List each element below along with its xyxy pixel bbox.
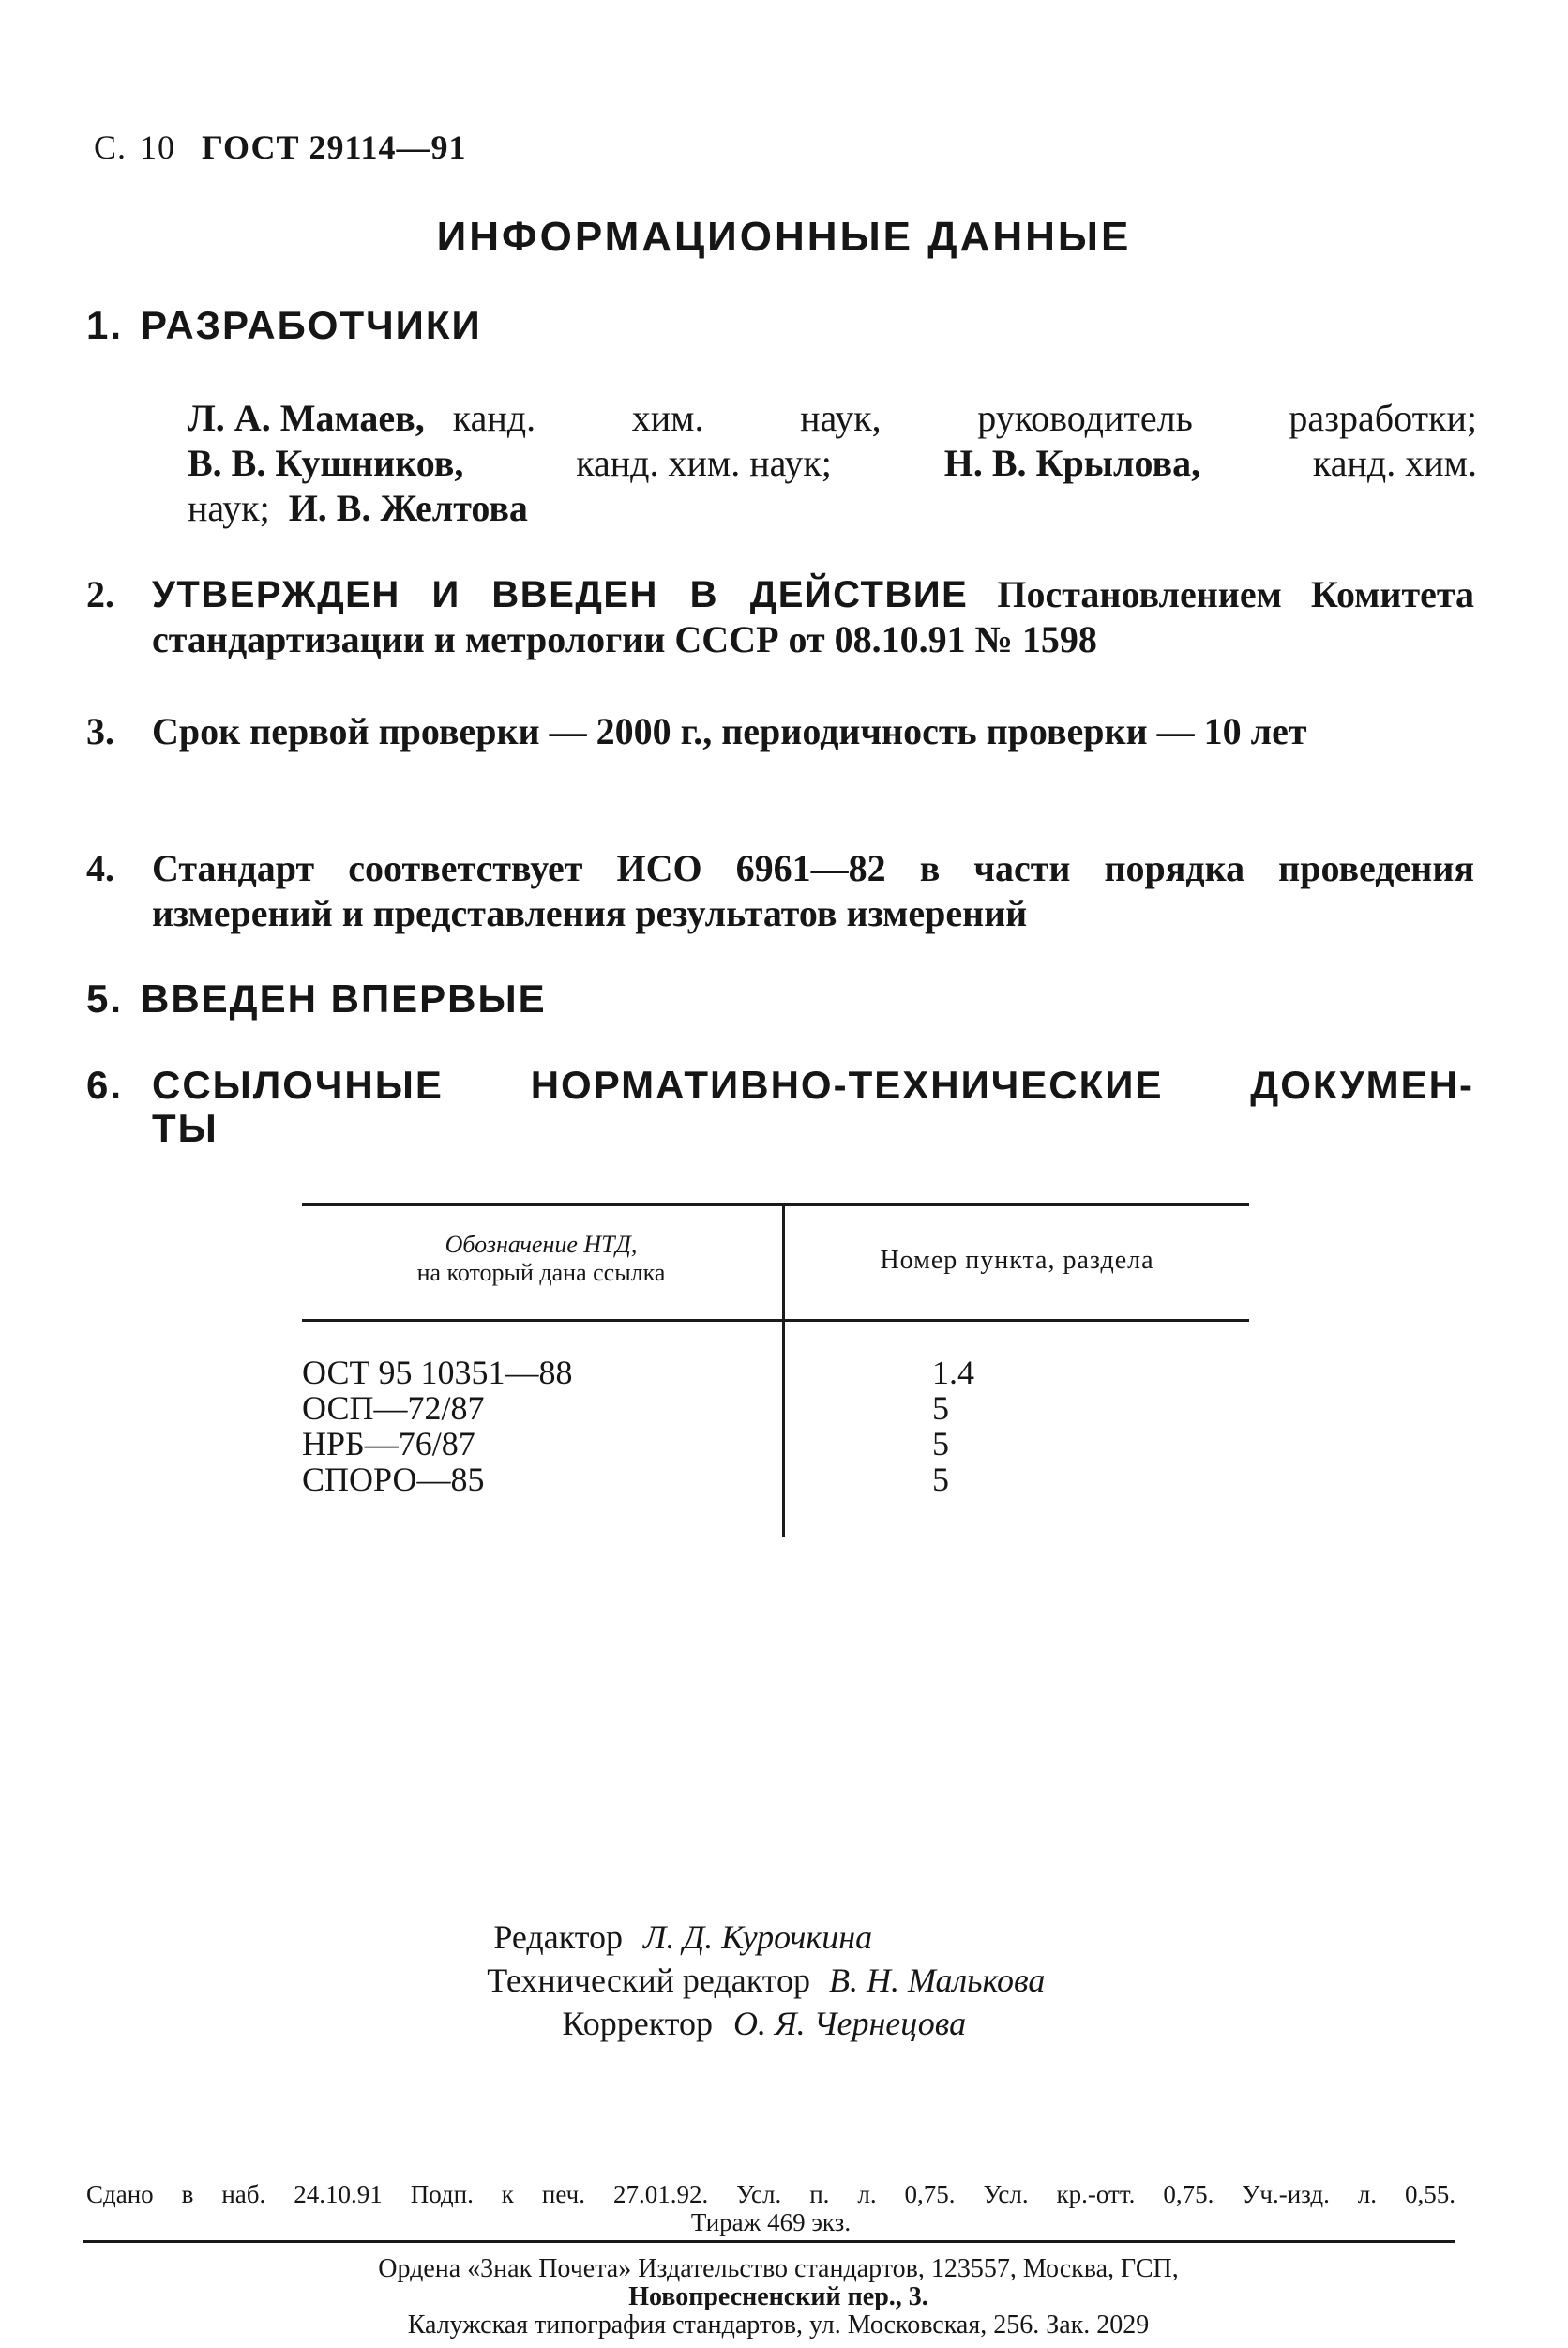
- credit-label: Редактор: [493, 1918, 623, 1956]
- section-iso-compliance: [86, 846, 1474, 936]
- print-imprint: [86, 2180, 1455, 2236]
- section-title: ВВЕДЕН ВПЕРВЫЕ: [141, 977, 547, 1021]
- credit-editor: [0, 1916, 1568, 1959]
- page-title: ИНФОРМАЦИОННЫЕ ДАННЫЕ: [436, 214, 1132, 260]
- developer-name: Н. В. Крылова,: [943, 442, 1201, 484]
- table-cell-item: 1.4: [932, 1354, 974, 1391]
- table-doc-column: [302, 1355, 572, 1497]
- credit-name: Л. Д. Курочкина: [643, 1918, 873, 1956]
- table-header-doc-line-1: Обозначение НТД,: [445, 1231, 638, 1258]
- publisher-line-2: Новопресненский пер., 3.: [628, 2282, 928, 2311]
- page-prefix: С.: [94, 129, 128, 166]
- section-text: Постановлением Комитета стандартизации и метрологии СССР от 08.10.91 № 1598: [152, 573, 1475, 660]
- credit-name: О. Я. Чернецова: [733, 2005, 967, 2042]
- developer-degree: наук;: [188, 487, 270, 529]
- developers-line-3: [188, 486, 1477, 531]
- section-first-introduced: [86, 976, 1474, 1023]
- table-header-doc: [302, 1231, 780, 1287]
- imprint-line-2: Тираж 469 экз.: [690, 2208, 852, 2236]
- section-developers: [86, 302, 1474, 349]
- section-number: 6.: [86, 1063, 124, 1107]
- section-number: 3.: [86, 710, 114, 752]
- section-title: ССЫЛОЧНЫЕ НОРМАТИВНО-ТЕХНИЧЕСКИЕ ДОКУМЕН-: [152, 1063, 1474, 1107]
- developer-degree: канд. хим.: [1312, 442, 1477, 484]
- table-header-item: Номер пункта, раздела: [880, 1246, 1154, 1275]
- section-reference-docs: [86, 1064, 1474, 1150]
- section-heading-line-1: [86, 1064, 1474, 1107]
- section-number: 2.: [86, 573, 114, 615]
- section-text: Стандарт соответствует ИСО 6961—82 в части порядка проведения измерений и представления результатов измерений: [152, 847, 1474, 934]
- table-item-column: [932, 1355, 974, 1497]
- section-heading: [86, 302, 1474, 349]
- credit-corrector: [0, 2002, 1568, 2045]
- table-cell-item: 5: [932, 1425, 949, 1462]
- credit-tech-editor: [0, 1959, 1568, 2002]
- developer-name: Л. А. Мамаев,: [188, 397, 425, 439]
- developers-list: [188, 396, 1477, 531]
- table-cell-doc: ОСТ 95 10351—88: [302, 1354, 573, 1391]
- table-cell-item: 5: [932, 1389, 949, 1427]
- page-header: [94, 128, 467, 167]
- section-review-text: [86, 709, 1474, 754]
- imprint-line-1: Сдано в наб. 24.10.91 Подп. к печ. 27.01.92. Усл. п. л. 0,75. Усл. кр.-отт. 0,75. Уч.-изд. л. 0,55.: [86, 2180, 1455, 2208]
- page-number: 10: [140, 129, 176, 166]
- credit-name: В. Н. Малькова: [829, 1962, 1046, 1999]
- table-header-rule: [302, 1319, 1249, 1322]
- section-approved: [86, 572, 1474, 662]
- developer-degree: канд. хим. наук;: [576, 442, 832, 484]
- table-header-doc-line-2: на который дана ссылка: [416, 1259, 666, 1286]
- section-approved-text: [86, 572, 1474, 662]
- section-iso-text: [86, 846, 1474, 936]
- imprint-rule: [83, 2240, 1455, 2243]
- developer-name: В. В. Кушников,: [188, 442, 464, 484]
- section-number: 1.: [86, 303, 124, 347]
- table-cell-item: 5: [932, 1461, 949, 1498]
- table-cell-doc: СПОРО—85: [302, 1461, 485, 1498]
- section-heading: [86, 1064, 1474, 1150]
- section-title: РАЗРАБОТЧИКИ: [141, 303, 482, 347]
- credit-label: Корректор: [562, 2005, 713, 2042]
- section-text: Срок первой проверки — 2000 г., периодичность проверки — 10 лет: [152, 710, 1307, 752]
- table-cell-doc: ОСП—72/87: [302, 1389, 485, 1427]
- section-number: 4.: [86, 847, 114, 889]
- credits-block: [0, 1916, 1568, 2045]
- publisher-block: [188, 2255, 1369, 2340]
- credit-label: Технический редактор: [487, 1962, 810, 1999]
- developer-name: И. В. Желтова: [288, 487, 528, 529]
- publisher-line-3: Калужская типография стандартов, ул. Московская, 256. Зак. 2029: [407, 2310, 1150, 2340]
- section-heading: [86, 976, 1474, 1023]
- table-top-rule: [302, 1203, 1249, 1206]
- standard-code: ГОСТ 29114—91: [202, 129, 467, 166]
- table-cell-doc: НРБ—76/87: [302, 1425, 475, 1462]
- developer-role: канд. хим. наук, руководитель разработки;: [452, 397, 1477, 439]
- developers-line-2: [188, 441, 1477, 486]
- section-number: 5.: [86, 977, 124, 1021]
- section-title-continued: ТЫ: [152, 1106, 219, 1150]
- publisher-line-1: Ордена «Знак Почета» Издательство стандартов, 123557, Москва, ГСП,: [378, 2254, 1179, 2283]
- section-title: УТВЕРЖДЕН И ВВЕДЕН В ДЕЙСТВИЕ: [152, 574, 969, 615]
- developers-line-1: [188, 396, 1477, 441]
- section-review-period: [86, 709, 1474, 754]
